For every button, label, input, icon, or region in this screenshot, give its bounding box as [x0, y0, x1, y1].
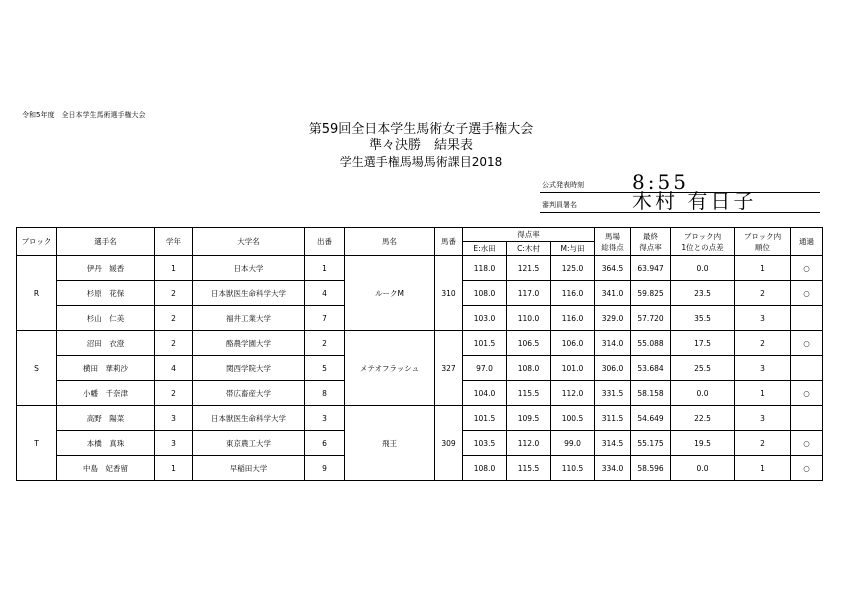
total-score: 331.5	[595, 381, 631, 406]
block-cell: R	[17, 256, 57, 331]
horse-no-cell: 327	[435, 331, 463, 406]
table-row	[17, 331, 823, 356]
judge-c-score: 117.0	[507, 281, 551, 306]
col-final-l2: 得点率	[639, 242, 662, 252]
col-block-header: ブロック	[17, 228, 57, 256]
order-cell: 2	[305, 331, 345, 356]
final-rate: 55.175	[631, 431, 671, 456]
col-judge-m-header: M:与田	[551, 242, 595, 256]
block-cell: S	[17, 331, 57, 406]
col-final-header	[631, 228, 671, 256]
univ-cell: 酪農学園大学	[193, 331, 305, 356]
judge-c-score: 110.0	[507, 306, 551, 331]
judge-c-score: 115.5	[507, 456, 551, 481]
announcement-time-label: 公式発表時刻	[542, 181, 584, 189]
diff-cell: 22.5	[671, 406, 735, 431]
order-cell: 7	[305, 306, 345, 331]
rank-cell: 3	[735, 306, 791, 331]
judge-e-score: 118.0	[463, 256, 507, 281]
grade-cell: 2	[155, 306, 193, 331]
rank-cell: 3	[735, 356, 791, 381]
horse-no-cell: 309	[435, 406, 463, 481]
results-body	[17, 256, 823, 481]
judge-c-score: 112.0	[507, 431, 551, 456]
diff-cell: 19.5	[671, 431, 735, 456]
col-judge-c-header: C:木村	[507, 242, 551, 256]
univ-cell: 日本大学	[193, 256, 305, 281]
page-title: 第59回全日本学生馬術女子選手権大会	[308, 122, 534, 137]
univ-cell: 福井工業大学	[193, 306, 305, 331]
judge-m-score: 125.0	[551, 256, 595, 281]
header-row	[17, 228, 823, 242]
judge-m-score: 112.0	[551, 381, 595, 406]
judge-c-score: 106.5	[507, 331, 551, 356]
pass-cell: ○	[791, 431, 823, 456]
judge-c-score: 121.5	[507, 256, 551, 281]
col-total-l2: 総得点	[601, 242, 624, 252]
rider-cell: 横田 華莉沙	[57, 356, 155, 381]
horse-cell: 飛王	[345, 406, 435, 481]
col-rank-l2: 順位	[755, 242, 771, 252]
rank-cell: 1	[735, 256, 791, 281]
judge-m-score: 110.5	[551, 456, 595, 481]
total-score: 334.0	[595, 456, 631, 481]
univ-cell: 帯広畜産大学	[193, 381, 305, 406]
total-score: 306.0	[595, 356, 631, 381]
total-score: 329.0	[595, 306, 631, 331]
judge-signature-row	[540, 189, 820, 213]
judge-e-score: 104.0	[463, 381, 507, 406]
pass-cell: ○	[791, 331, 823, 356]
final-rate: 63.947	[631, 256, 671, 281]
judge-signature-label: 審判員署名	[542, 201, 577, 209]
grade-cell: 3	[155, 431, 193, 456]
judge-m-score: 116.0	[551, 306, 595, 331]
univ-cell: 日本獣医生命科学大学	[193, 406, 305, 431]
final-rate: 54.649	[631, 406, 671, 431]
rider-cell: 本橋 真珠	[57, 431, 155, 456]
pass-cell: ○	[791, 381, 823, 406]
pass-cell: ○	[791, 256, 823, 281]
col-rider-header: 選手名	[57, 228, 155, 256]
col-diff-l2: 1位との点差	[681, 242, 724, 252]
univ-cell: 日本獣医生命科学大学	[193, 281, 305, 306]
judge-signature-value: 木村 有日子	[632, 189, 757, 213]
pass-cell	[791, 406, 823, 431]
judge-c-score: 115.5	[507, 381, 551, 406]
table-row	[17, 256, 823, 281]
col-pass-header: 通過	[791, 228, 823, 256]
judge-e-score: 101.5	[463, 406, 507, 431]
rank-cell: 1	[735, 456, 791, 481]
order-cell: 9	[305, 456, 345, 481]
grade-cell: 2	[155, 331, 193, 356]
judge-m-score: 100.5	[551, 406, 595, 431]
judge-e-score: 103.5	[463, 431, 507, 456]
col-diff-header	[671, 228, 735, 256]
final-rate: 58.596	[631, 456, 671, 481]
order-cell: 1	[305, 256, 345, 281]
course-name: 学生選手権馬場馬術課目2018	[339, 155, 503, 169]
results-table	[16, 227, 823, 481]
diff-cell: 0.0	[671, 456, 735, 481]
col-total-header	[595, 228, 631, 256]
col-grade-header: 学年	[155, 228, 193, 256]
order-cell: 4	[305, 281, 345, 306]
col-univ-header: 大学名	[193, 228, 305, 256]
final-rate: 58.158	[631, 381, 671, 406]
judge-m-score: 99.0	[551, 431, 595, 456]
col-order-header: 出番	[305, 228, 345, 256]
grade-cell: 1	[155, 456, 193, 481]
judge-e-score: 108.0	[463, 281, 507, 306]
judge-e-score: 101.5	[463, 331, 507, 356]
rider-cell: 中島 妃香留	[57, 456, 155, 481]
final-rate: 53.684	[631, 356, 671, 381]
pass-cell: ○	[791, 456, 823, 481]
block-cell: T	[17, 406, 57, 481]
judge-m-score: 106.0	[551, 331, 595, 356]
order-cell: 3	[305, 406, 345, 431]
judge-c-score: 108.0	[507, 356, 551, 381]
grade-cell: 1	[155, 256, 193, 281]
total-score: 311.5	[595, 406, 631, 431]
diff-cell: 17.5	[671, 331, 735, 356]
col-diff-l1: ブロック内	[683, 231, 722, 241]
univ-cell: 東京農工大学	[193, 431, 305, 456]
total-score: 341.0	[595, 281, 631, 306]
grade-cell: 3	[155, 406, 193, 431]
univ-cell: 関西学院大学	[193, 356, 305, 381]
col-judge-e-header: E:水田	[463, 242, 507, 256]
page-subtitle: 準々決勝 結果表	[368, 138, 473, 153]
judge-c-score: 109.5	[507, 406, 551, 431]
total-score: 314.5	[595, 431, 631, 456]
col-rank-l1: ブロック内	[743, 231, 782, 241]
total-score: 364.5	[595, 256, 631, 281]
rider-cell: 伊丹 媛香	[57, 256, 155, 281]
organizer-line: 令和5年度 全日本学生馬術選手権大会	[22, 111, 146, 119]
rank-cell: 1	[735, 381, 791, 406]
rank-cell: 3	[735, 406, 791, 431]
rider-cell: 杉原 花保	[57, 281, 155, 306]
final-rate: 55.088	[631, 331, 671, 356]
rider-cell: 杉山 仁美	[57, 306, 155, 331]
horse-cell: メテオフラッシュ	[345, 331, 435, 406]
pass-cell: ○	[791, 281, 823, 306]
horse-no-cell: 310	[435, 256, 463, 331]
rider-cell: 沼田 衣澄	[57, 331, 155, 356]
order-cell: 6	[305, 431, 345, 456]
table-row	[17, 406, 823, 431]
col-horse-no-header: 馬番	[435, 228, 463, 256]
diff-cell: 23.5	[671, 281, 735, 306]
total-score: 314.0	[595, 331, 631, 356]
pass-cell	[791, 356, 823, 381]
col-total-l1: 馬場	[605, 231, 621, 241]
judge-m-score: 101.0	[551, 356, 595, 381]
final-rate: 57.720	[631, 306, 671, 331]
horse-cell: ルークM	[345, 256, 435, 331]
pass-cell	[791, 306, 823, 331]
col-rank-header	[735, 228, 791, 256]
order-cell: 8	[305, 381, 345, 406]
diff-cell: 35.5	[671, 306, 735, 331]
judge-e-score: 97.0	[463, 356, 507, 381]
order-cell: 5	[305, 356, 345, 381]
rank-cell: 2	[735, 331, 791, 356]
grade-cell: 2	[155, 281, 193, 306]
judge-e-score: 103.0	[463, 306, 507, 331]
rank-cell: 2	[735, 281, 791, 306]
score-group-header: 得点率	[463, 228, 595, 242]
univ-cell: 早稲田大学	[193, 456, 305, 481]
judge-m-score: 116.0	[551, 281, 595, 306]
announcement-time-value: 8:55	[632, 170, 689, 194]
diff-cell: 0.0	[671, 381, 735, 406]
grade-cell: 4	[155, 356, 193, 381]
rider-cell: 小幡 千奈津	[57, 381, 155, 406]
col-horse-header: 馬名	[345, 228, 435, 256]
col-final-l1: 最終	[643, 231, 659, 241]
judge-e-score: 108.0	[463, 456, 507, 481]
rank-cell: 2	[735, 431, 791, 456]
final-rate: 59.825	[631, 281, 671, 306]
diff-cell: 25.5	[671, 356, 735, 381]
rider-cell: 高野 陽菜	[57, 406, 155, 431]
grade-cell: 2	[155, 381, 193, 406]
diff-cell: 0.0	[671, 256, 735, 281]
